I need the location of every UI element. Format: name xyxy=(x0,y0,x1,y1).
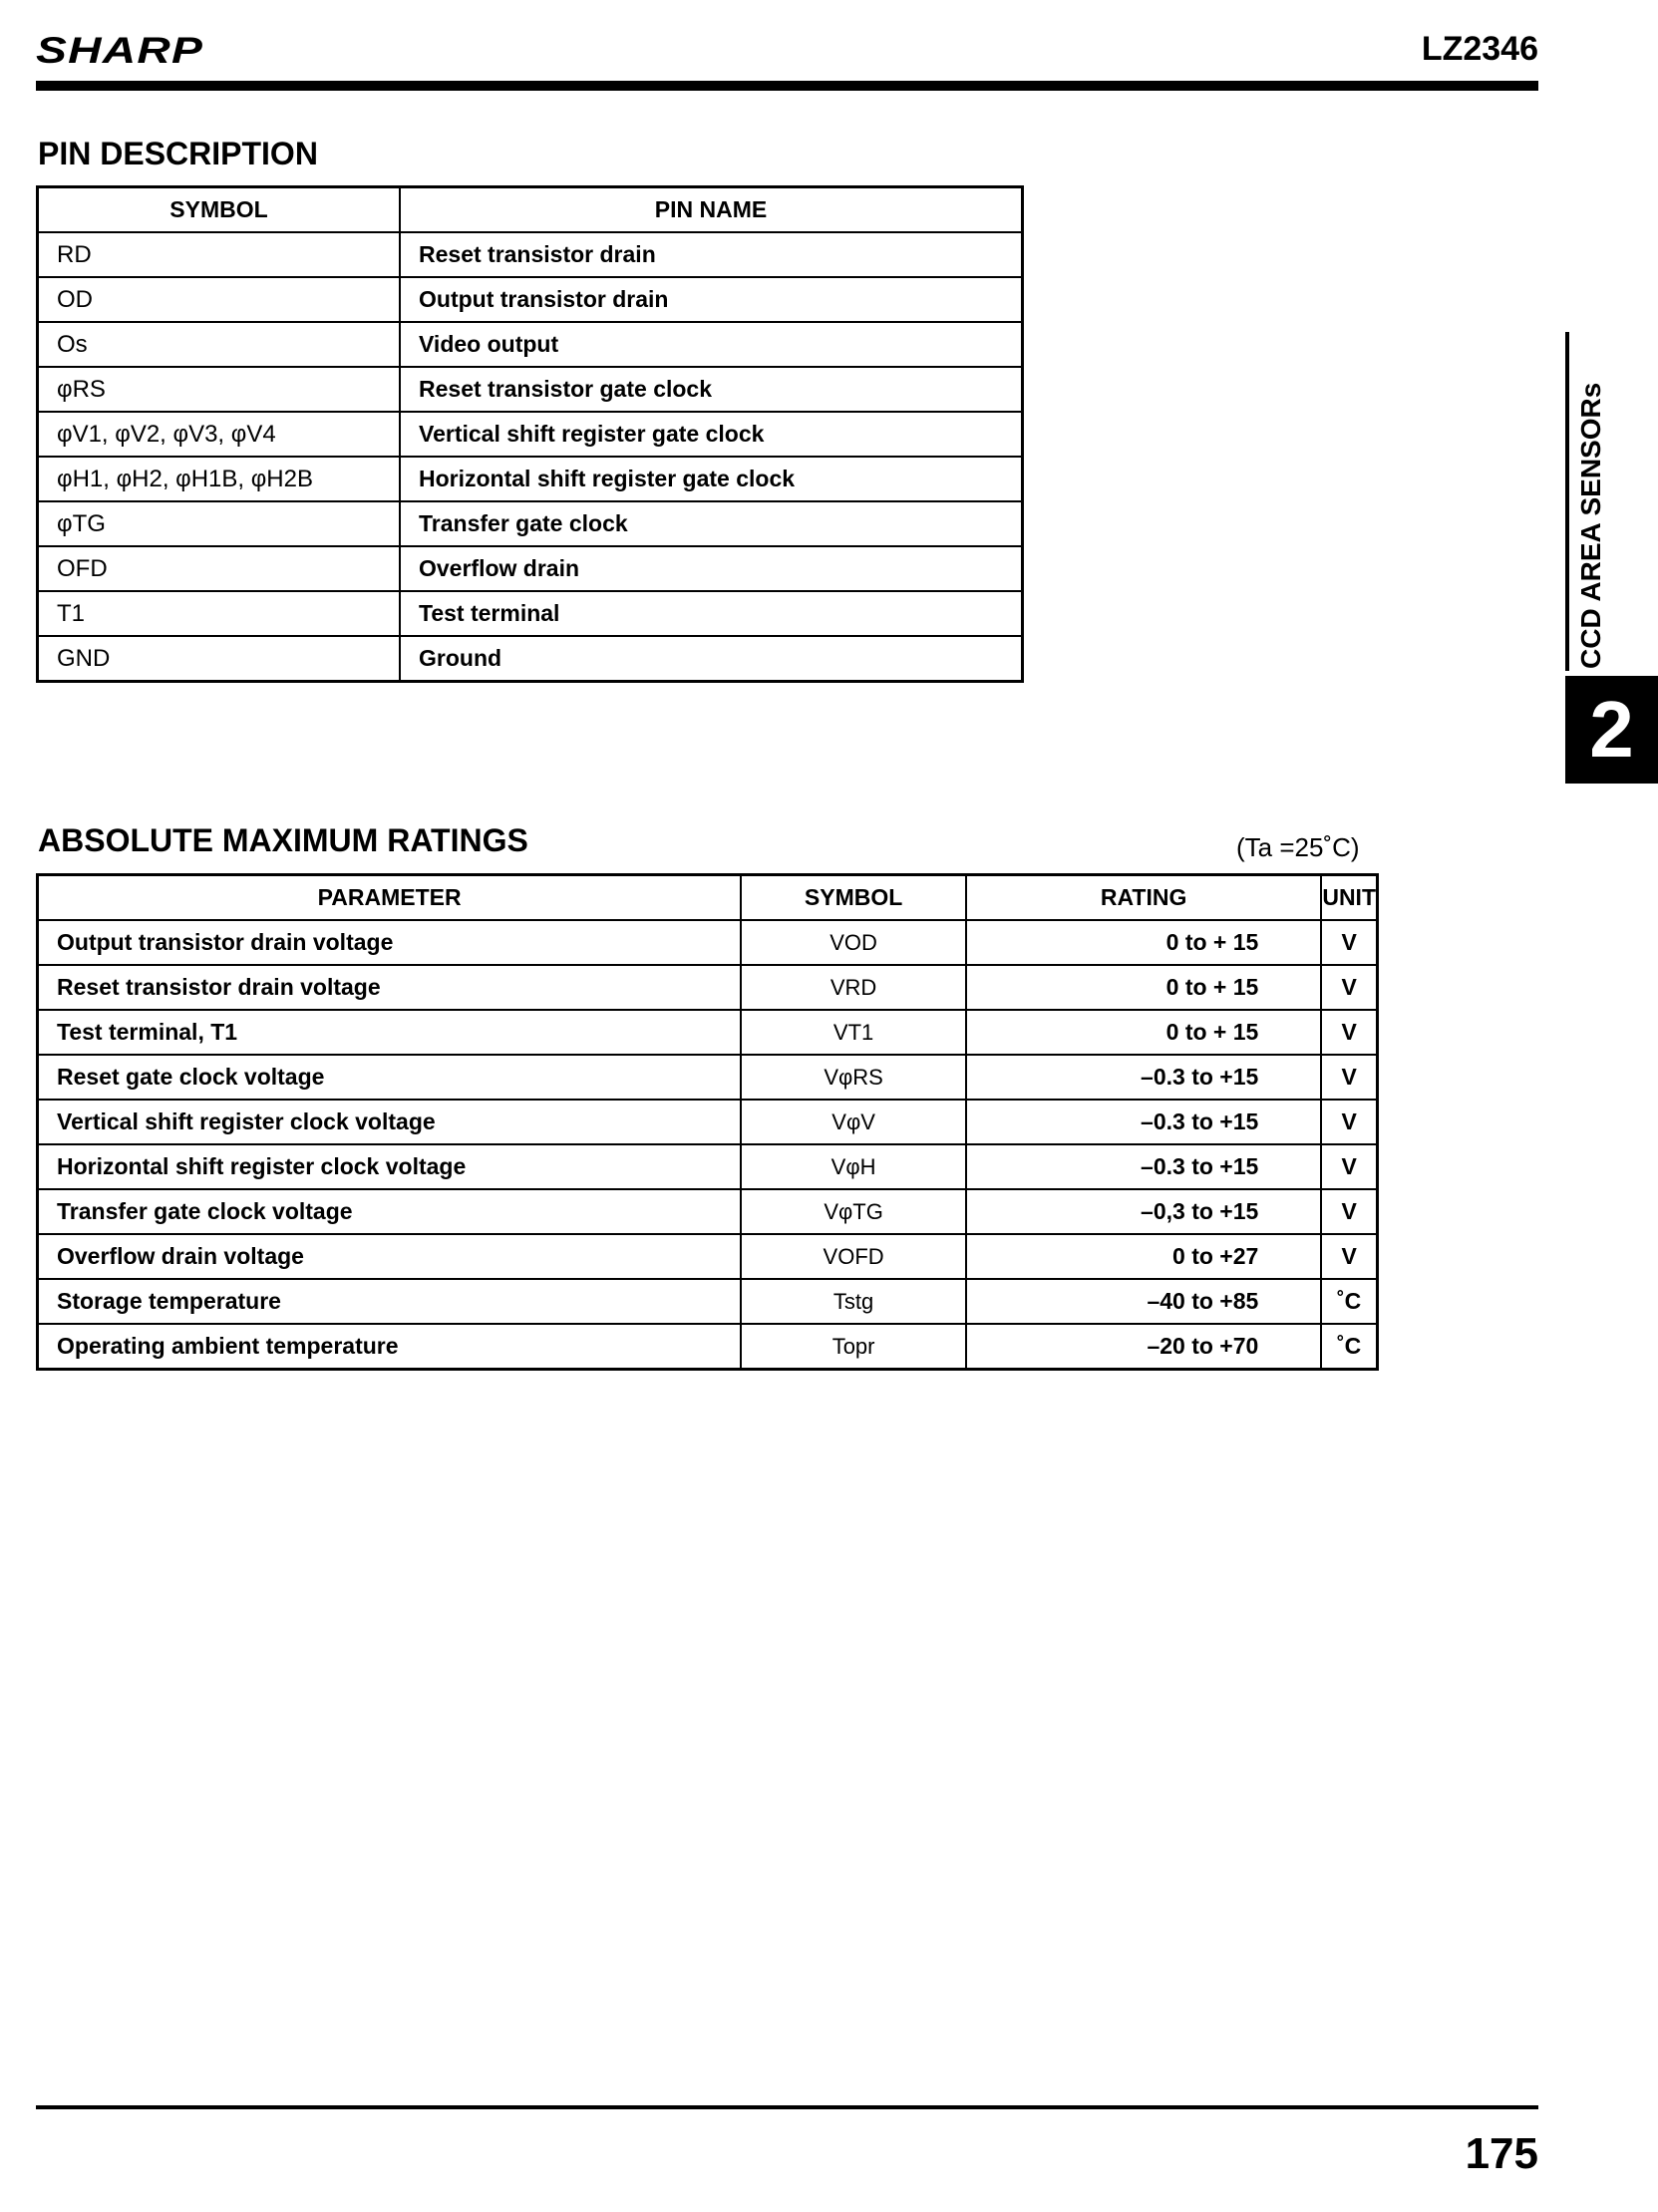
rating-rating: –0.3 to +15 xyxy=(966,1100,1321,1144)
rating-rating: –0,3 to +15 xyxy=(966,1189,1321,1234)
pin-symbol: GND xyxy=(38,636,401,682)
absolute-maximum-ratings-title: ABSOLUTE MAXIMUM RATINGS xyxy=(38,822,528,858)
absolute-maximum-ratings-table xyxy=(36,873,1379,1371)
pin-symbol: RD xyxy=(38,232,401,277)
rating-symbol: VφH xyxy=(741,1144,966,1189)
rating-unit: ˚C xyxy=(1321,1279,1377,1324)
pin-name: Transfer gate clock xyxy=(400,501,1023,546)
column-header-symbol: SYMBOL xyxy=(741,875,966,921)
rating-rating: –0.3 to +15 xyxy=(966,1055,1321,1100)
table-row xyxy=(38,322,1023,367)
pin-name: Reset transistor gate clock xyxy=(400,367,1023,412)
table-row xyxy=(38,412,1023,457)
rating-unit: V xyxy=(1321,965,1377,1010)
table-row xyxy=(38,1144,1378,1189)
pin-symbol: φH1, φH2, φH1B, φH2B xyxy=(38,457,401,501)
column-header-symbol: SYMBOL xyxy=(38,187,401,233)
pin-symbol: OFD xyxy=(38,546,401,591)
table-row xyxy=(38,457,1023,501)
rating-symbol: VOD xyxy=(741,920,966,965)
pin-name: Ground xyxy=(400,636,1023,682)
pin-symbol: φV1, φV2, φV3, φV4 xyxy=(38,412,401,457)
column-header-pin-name: PIN NAME xyxy=(400,187,1023,233)
pin-symbol: OD xyxy=(38,277,401,322)
pin-name: Test terminal xyxy=(400,591,1023,636)
table-row xyxy=(38,1189,1378,1234)
table-row xyxy=(38,636,1023,682)
table-row xyxy=(38,1055,1378,1100)
rating-symbol: Topr xyxy=(741,1324,966,1370)
column-header-unit: UNIT xyxy=(1321,875,1377,921)
pin-symbol: T1 xyxy=(38,591,401,636)
pin-name: Vertical shift register gate clock xyxy=(400,412,1023,457)
table-row xyxy=(38,546,1023,591)
rating-parameter: Storage temperature xyxy=(38,1279,742,1324)
pin-symbol: Os xyxy=(38,322,401,367)
rating-unit: V xyxy=(1321,1055,1377,1100)
rating-rating: –20 to +70 xyxy=(966,1324,1321,1370)
rating-symbol: VOFD xyxy=(741,1234,966,1279)
rating-unit: ˚C xyxy=(1321,1324,1377,1370)
rating-rating: 0 to + 15 xyxy=(966,920,1321,965)
rating-parameter: Horizontal shift register clock voltage xyxy=(38,1144,742,1189)
side-tab-label: CCD AREA SENSORs xyxy=(1575,382,1606,669)
rating-rating: 0 to + 15 xyxy=(966,1010,1321,1055)
rating-parameter: Overflow drain voltage xyxy=(38,1234,742,1279)
table-row xyxy=(38,277,1023,322)
table-row xyxy=(38,1010,1378,1055)
table-row xyxy=(38,1279,1378,1324)
rating-unit: V xyxy=(1321,1010,1377,1055)
pin-name: Output transistor drain xyxy=(400,277,1023,322)
rating-rating: 0 to +27 xyxy=(966,1234,1321,1279)
rating-parameter: Transfer gate clock voltage xyxy=(38,1189,742,1234)
pin-symbol: φRS xyxy=(38,367,401,412)
pin-name: Overflow drain xyxy=(400,546,1023,591)
table-row xyxy=(38,1100,1378,1144)
table-row xyxy=(38,367,1023,412)
page-number: 175 xyxy=(1465,2129,1538,2178)
rating-parameter: Output transistor drain voltage xyxy=(38,920,742,965)
brand-logo: SHARP xyxy=(36,30,204,71)
table-row xyxy=(38,1234,1378,1279)
temperature-condition: (Ta =25˚C) xyxy=(1236,832,1360,862)
rating-rating: 0 to + 15 xyxy=(966,965,1321,1010)
pin-name: Video output xyxy=(400,322,1023,367)
pin-description-title: PIN DESCRIPTION xyxy=(38,136,318,171)
rating-symbol: VT1 xyxy=(741,1010,966,1055)
rating-unit: V xyxy=(1321,1189,1377,1234)
rating-rating: –40 to +85 xyxy=(966,1279,1321,1324)
rating-parameter: Operating ambient temperature xyxy=(38,1324,742,1370)
table-row xyxy=(38,591,1023,636)
table-row xyxy=(38,232,1023,277)
column-header-rating: RATING xyxy=(966,875,1321,921)
pin-symbol: φTG xyxy=(38,501,401,546)
header-rule xyxy=(36,81,1538,91)
table-row xyxy=(38,501,1023,546)
rating-parameter: Vertical shift register clock voltage xyxy=(38,1100,742,1144)
pin-description-table xyxy=(36,185,1024,683)
pin-name: Horizontal shift register gate clock xyxy=(400,457,1023,501)
footer-rule xyxy=(36,2105,1538,2109)
section-side-tab xyxy=(1565,332,1658,781)
rating-parameter: Reset transistor drain voltage xyxy=(38,965,742,1010)
rating-symbol: VφTG xyxy=(741,1189,966,1234)
rating-symbol: VφV xyxy=(741,1100,966,1144)
rating-parameter: Reset gate clock voltage xyxy=(38,1055,742,1100)
rating-parameter: Test terminal, T1 xyxy=(38,1010,742,1055)
side-tab-number: 2 xyxy=(1565,676,1658,784)
pin-name: Reset transistor drain xyxy=(400,232,1023,277)
table-row xyxy=(38,965,1378,1010)
rating-symbol: Tstg xyxy=(741,1279,966,1324)
rating-unit: V xyxy=(1321,1144,1377,1189)
model-number: LZ2346 xyxy=(1421,30,1538,68)
rating-symbol: VφRS xyxy=(741,1055,966,1100)
table-row xyxy=(38,1324,1378,1370)
side-tab-rule xyxy=(1565,332,1569,671)
rating-unit: V xyxy=(1321,1100,1377,1144)
rating-rating: –0.3 to +15 xyxy=(966,1144,1321,1189)
column-header-parameter: PARAMETER xyxy=(38,875,742,921)
table-row xyxy=(38,920,1378,965)
rating-unit: V xyxy=(1321,920,1377,965)
rating-unit: V xyxy=(1321,1234,1377,1279)
rating-symbol: VRD xyxy=(741,965,966,1010)
